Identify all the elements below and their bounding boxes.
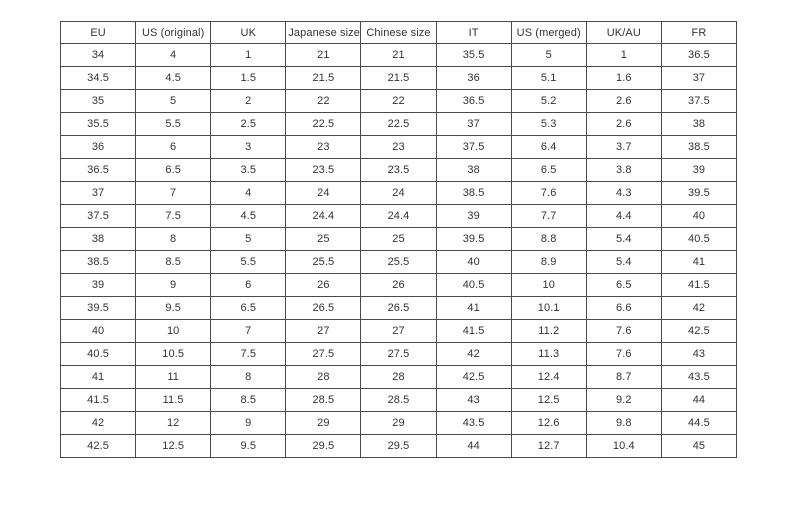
table-cell: 6.5	[586, 274, 661, 297]
table-cell: 36	[61, 136, 136, 159]
column-header: UK	[211, 22, 286, 44]
table-cell: 5.4	[586, 228, 661, 251]
table-cell: 5	[511, 44, 586, 67]
table-cell: 23	[286, 136, 361, 159]
column-header: UK/AU	[586, 22, 661, 44]
table-cell: 9.8	[586, 412, 661, 435]
table-cell: 2.6	[586, 90, 661, 113]
column-header: US (merged)	[511, 22, 586, 44]
table-cell: 1	[586, 44, 661, 67]
table-cell: 24.4	[361, 205, 436, 228]
table-cell: 27	[286, 320, 361, 343]
table-cell: 10.1	[511, 297, 586, 320]
table-cell: 28	[286, 366, 361, 389]
table-cell: 8	[211, 366, 286, 389]
column-header: US (original)	[136, 22, 211, 44]
table-cell: 12.6	[511, 412, 586, 435]
table-cell: 10.5	[136, 343, 211, 366]
table-cell: 11.5	[136, 389, 211, 412]
table-cell: 38.5	[661, 136, 736, 159]
table-cell: 8	[136, 228, 211, 251]
table-cell: 36.5	[436, 90, 511, 113]
column-header: IT	[436, 22, 511, 44]
table-cell: 41	[661, 251, 736, 274]
table-cell: 42.5	[61, 435, 136, 458]
table-cell: 40	[61, 320, 136, 343]
table-cell: 5.1	[511, 67, 586, 90]
table-cell: 44	[436, 435, 511, 458]
table-cell: 45	[661, 435, 736, 458]
table-header	[61, 22, 737, 44]
table-cell: 6	[211, 274, 286, 297]
table-cell: 35.5	[61, 113, 136, 136]
table-cell: 5.5	[136, 113, 211, 136]
table-cell: 38.5	[436, 182, 511, 205]
table-cell: 40	[661, 205, 736, 228]
table-row	[61, 136, 737, 159]
table-cell: 22.5	[286, 113, 361, 136]
table-cell: 25	[286, 228, 361, 251]
table-cell: 35	[61, 90, 136, 113]
table-cell: 41	[436, 297, 511, 320]
table-cell: 29	[286, 412, 361, 435]
table-cell: 40.5	[661, 228, 736, 251]
table-cell: 7	[211, 320, 286, 343]
table-row	[61, 182, 737, 205]
table-cell: 12	[136, 412, 211, 435]
table-cell: 37	[61, 182, 136, 205]
table-cell: 23.5	[286, 159, 361, 182]
table-cell: 12.5	[511, 389, 586, 412]
table-cell: 39.5	[436, 228, 511, 251]
table-cell: 29.5	[361, 435, 436, 458]
table-cell: 38	[436, 159, 511, 182]
table-cell: 12.7	[511, 435, 586, 458]
table-cell: 28.5	[361, 389, 436, 412]
table-cell: 40	[436, 251, 511, 274]
table-cell: 34	[61, 44, 136, 67]
table-cell: 12.5	[136, 435, 211, 458]
table-cell: 23	[361, 136, 436, 159]
table-cell: 41.5	[661, 274, 736, 297]
table-cell: 39	[61, 274, 136, 297]
table-cell: 11.3	[511, 343, 586, 366]
table-cell: 21.5	[286, 67, 361, 90]
table-cell: 34.5	[61, 67, 136, 90]
table-row	[61, 435, 737, 458]
table-cell: 4	[211, 182, 286, 205]
table-cell: 37	[436, 113, 511, 136]
table-cell: 42.5	[436, 366, 511, 389]
table-row	[61, 228, 737, 251]
table-cell: 6.5	[136, 159, 211, 182]
table-cell: 36.5	[661, 44, 736, 67]
table-cell: 10	[136, 320, 211, 343]
table-cell: 4	[136, 44, 211, 67]
table-cell: 1.5	[211, 67, 286, 90]
table-cell: 21	[361, 44, 436, 67]
table-cell: 6	[136, 136, 211, 159]
table-cell: 27	[361, 320, 436, 343]
table-cell: 6.4	[511, 136, 586, 159]
table-cell: 4.4	[586, 205, 661, 228]
table-cell: 9	[211, 412, 286, 435]
table-cell: 5.5	[211, 251, 286, 274]
table-cell: 38.5	[61, 251, 136, 274]
table-cell: 42.5	[661, 320, 736, 343]
table-cell: 24	[361, 182, 436, 205]
table-cell: 1.6	[586, 67, 661, 90]
table-cell: 3.8	[586, 159, 661, 182]
table-cell: 39.5	[61, 297, 136, 320]
table-cell: 7.5	[136, 205, 211, 228]
table-cell: 29	[361, 412, 436, 435]
table-cell: 43.5	[436, 412, 511, 435]
table-row	[61, 159, 737, 182]
table-cell: 36	[436, 67, 511, 90]
table-row	[61, 67, 737, 90]
table-cell: 5	[136, 90, 211, 113]
table-cell: 6.5	[511, 159, 586, 182]
table-cell: 38	[61, 228, 136, 251]
table-cell: 25.5	[286, 251, 361, 274]
table-cell: 9	[136, 274, 211, 297]
table-cell: 24.4	[286, 205, 361, 228]
table-cell: 22.5	[361, 113, 436, 136]
table-cell: 7.6	[511, 182, 586, 205]
table-cell: 26	[286, 274, 361, 297]
table-cell: 41	[61, 366, 136, 389]
table-cell: 7.6	[586, 320, 661, 343]
table-cell: 42	[436, 343, 511, 366]
table-cell: 41.5	[436, 320, 511, 343]
table-cell: 35.5	[436, 44, 511, 67]
table-cell: 11	[136, 366, 211, 389]
table-row	[61, 412, 737, 435]
table-cell: 10.4	[586, 435, 661, 458]
table-cell: 38	[661, 113, 736, 136]
table-cell: 41.5	[61, 389, 136, 412]
table-cell: 12.4	[511, 366, 586, 389]
table-cell: 37.5	[436, 136, 511, 159]
table-cell: 5	[211, 228, 286, 251]
table-row	[61, 90, 737, 113]
table-cell: 2	[211, 90, 286, 113]
column-header: FR	[661, 22, 736, 44]
table-cell: 5.4	[586, 251, 661, 274]
table-cell: 37.5	[661, 90, 736, 113]
table-cell: 43	[661, 343, 736, 366]
table-row	[61, 205, 737, 228]
table-cell: 8.9	[511, 251, 586, 274]
table-cell: 42	[61, 412, 136, 435]
table-cell: 39	[661, 159, 736, 182]
table-cell: 43	[436, 389, 511, 412]
table-cell: 21.5	[361, 67, 436, 90]
table-cell: 40.5	[436, 274, 511, 297]
table-row	[61, 274, 737, 297]
table-body	[61, 44, 737, 458]
table-row	[61, 320, 737, 343]
table-cell: 21	[286, 44, 361, 67]
table-cell: 4.5	[136, 67, 211, 90]
table-cell: 10	[511, 274, 586, 297]
table-cell: 2.6	[586, 113, 661, 136]
column-header: Japanese size	[286, 22, 361, 44]
table-row	[61, 44, 737, 67]
table-cell: 9.5	[136, 297, 211, 320]
header-row	[61, 22, 737, 44]
table-cell: 25.5	[361, 251, 436, 274]
table-cell: 37.5	[61, 205, 136, 228]
table-cell: 4.3	[586, 182, 661, 205]
table-cell: 39.5	[661, 182, 736, 205]
table-cell: 22	[286, 90, 361, 113]
table-cell: 11.2	[511, 320, 586, 343]
table-cell: 6.5	[211, 297, 286, 320]
column-header: EU	[61, 22, 136, 44]
table-cell: 3	[211, 136, 286, 159]
table-cell: 26.5	[361, 297, 436, 320]
table-cell: 44	[661, 389, 736, 412]
table-cell: 5.2	[511, 90, 586, 113]
table-cell: 8.5	[136, 251, 211, 274]
table-cell: 2.5	[211, 113, 286, 136]
column-header: Chinese size	[361, 22, 436, 44]
table-cell: 28.5	[286, 389, 361, 412]
table-row	[61, 343, 737, 366]
table-cell: 23.5	[361, 159, 436, 182]
shoe-size-conversion-table	[60, 21, 737, 458]
table-cell: 27.5	[361, 343, 436, 366]
table-cell: 43.5	[661, 366, 736, 389]
table-row	[61, 389, 737, 412]
table-cell: 27.5	[286, 343, 361, 366]
table-cell: 7.6	[586, 343, 661, 366]
table-row	[61, 297, 737, 320]
table-cell: 44.5	[661, 412, 736, 435]
table-cell: 4.5	[211, 205, 286, 228]
table-cell: 7	[136, 182, 211, 205]
table-cell: 25	[361, 228, 436, 251]
table-row	[61, 366, 737, 389]
table-cell: 28	[361, 366, 436, 389]
table-cell: 6.6	[586, 297, 661, 320]
table-cell: 26	[361, 274, 436, 297]
table-cell: 8.8	[511, 228, 586, 251]
table-cell: 1	[211, 44, 286, 67]
table-cell: 24	[286, 182, 361, 205]
table-row	[61, 113, 737, 136]
table-cell: 8.7	[586, 366, 661, 389]
table-cell: 26.5	[286, 297, 361, 320]
table-cell: 5.3	[511, 113, 586, 136]
table-row	[61, 251, 737, 274]
table-cell: 36.5	[61, 159, 136, 182]
table-cell: 9.5	[211, 435, 286, 458]
table-cell: 3.7	[586, 136, 661, 159]
table-cell: 40.5	[61, 343, 136, 366]
table-cell: 42	[661, 297, 736, 320]
table-cell: 7.5	[211, 343, 286, 366]
table-cell: 3.5	[211, 159, 286, 182]
table-cell: 8.5	[211, 389, 286, 412]
table-cell: 7.7	[511, 205, 586, 228]
table-cell: 37	[661, 67, 736, 90]
table-cell: 22	[361, 90, 436, 113]
table-cell: 9.2	[586, 389, 661, 412]
table-cell: 39	[436, 205, 511, 228]
table-cell: 29.5	[286, 435, 361, 458]
